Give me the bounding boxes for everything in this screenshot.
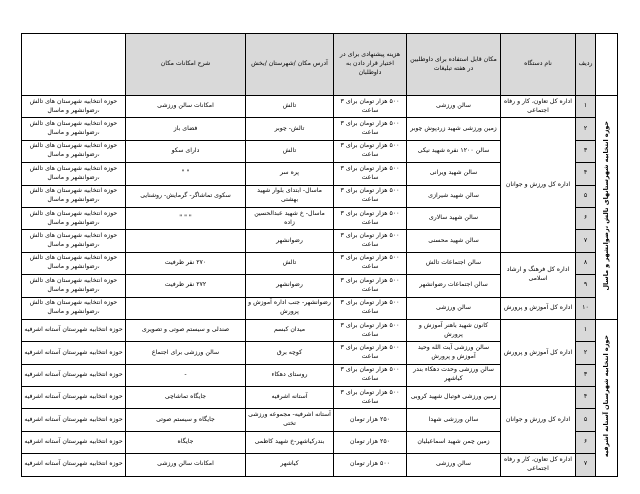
venue-address: کیاشهر — [246, 454, 334, 476]
venue-name: سالن شهید شیرازی — [407, 185, 501, 207]
header-place: مکان قابل استفاده برای داوطلبین در هفته تبلیغات — [407, 34, 501, 96]
constituency-region: حوزه انتخابیه شهرستان های تالش ،رضوانشهر و ماسال — [22, 252, 126, 274]
venue-address: روستای دهکاء — [246, 364, 334, 386]
organization-name: اداره کل ورزش و جوانان — [501, 387, 576, 454]
constituency-region: حوزه انتخابیه شهرستان آستانه اشرفیه — [22, 342, 126, 364]
proposed-cost: ۵۰۰ هزار تومان برای ۳ ساعت — [334, 96, 407, 118]
proposed-cost: ۵۰۰ هزار تومان برای ۳ ساعت — [334, 342, 407, 364]
row-index: ۷ — [576, 230, 596, 252]
venue-address: کوچه برق — [246, 342, 334, 364]
venue-name: سالن ورزشی وحدت دهکاء بندر کیاشهر — [407, 364, 501, 386]
row-index: ۹ — [576, 275, 596, 297]
table-row — [22, 454, 618, 476]
venue-name: سالن اجتماعات تالش — [407, 252, 501, 274]
proposed-cost: ۵۰۰ هزار تومان برای ۳ ساعت — [334, 275, 407, 297]
venue-name: زمین ورزشی فوتبال شهید کروبی — [407, 387, 501, 409]
venue-name: سالن ۱۲۰۰ نفره شهید نیکی — [407, 140, 501, 162]
row-index: ۷ — [576, 454, 596, 476]
organization-name: اداره کل آموزش و پرورش — [501, 319, 576, 386]
table-row — [22, 96, 618, 118]
row-index: ۱۰ — [576, 297, 596, 319]
venue-name: سالن شهید ویرانی — [407, 163, 501, 185]
venue-facilities: " " — [126, 163, 246, 185]
venue-name: سالن ورزشی — [407, 297, 501, 319]
table-row — [22, 252, 618, 274]
venue-address: تالش — [246, 252, 334, 274]
venue-name: سالن شهید سالاری — [407, 207, 501, 229]
proposed-cost: ۵۰۰ هزار تومان برای ۳ ساعت — [334, 319, 407, 341]
constituency-region: حوزه انتخابیه شهرستان آستانه اشرفیه — [22, 454, 126, 476]
venue-address: تالش — [246, 140, 334, 162]
constituency-region: حوزه انتخابیه شهرستان های تالش ،رضوانشهر و ماسال — [22, 96, 126, 118]
constituency-region: حوزه انتخابیه شهرستان های تالش ،رضوانشهر و ماسال — [22, 275, 126, 297]
venue-address: تالش — [246, 96, 334, 118]
constituency-region: حوزه انتخابیه شهرستان های تالش ،رضوانشهر و ماسال — [22, 118, 126, 140]
proposed-cost: ۵۰۰ هزار تومان برای ۳ ساعت — [334, 297, 407, 319]
venue-address: میدان کبسم — [246, 319, 334, 341]
venue-address: آستانه اشرفیه — [246, 387, 334, 409]
row-index: ۴ — [576, 163, 596, 185]
venue-address: آستانه اشرفیه- مجموعه ورزشی تختی — [246, 409, 334, 431]
proposed-cost: ۵۰۰ هزار تومان برای ۳ ساعت — [334, 163, 407, 185]
header-address: آدرس مکان /شهرستان /بخش — [246, 34, 334, 96]
constituency-region: حوزه انتخابیه شهرستان های تالش ،رضوانشهر و ماسال — [22, 163, 126, 185]
venue-name: سالن ورزشی شهدا — [407, 409, 501, 431]
header-index: ردیف — [576, 34, 596, 96]
header-region-spacer — [22, 34, 126, 96]
venue-facilities: جایگاه — [126, 431, 246, 453]
constituency-region: حوزه انتخابیه شهرستان آستانه اشرفیه — [22, 431, 126, 453]
row-index: ۵ — [576, 409, 596, 431]
row-index: ۱ — [576, 319, 596, 341]
constituency-region: حوزه انتخابیه شهرستان آستانه اشرفیه — [22, 364, 126, 386]
proposed-cost: ۵۰۰ هزار تومان برای ۳ ساعت — [334, 207, 407, 229]
proposed-cost: ۵۰۰ هزار تومان برای ۳ ساعت — [334, 140, 407, 162]
venue-facilities: ۲۷۲ نفر ظرفیت — [126, 275, 246, 297]
venue-address: رضوانشهر — [246, 230, 334, 252]
table-row — [22, 118, 618, 140]
row-index: ۱ — [576, 96, 596, 118]
venue-name: سالن ورزشی آیت الله وحید آموزش و پرورش — [407, 342, 501, 364]
header-description: شرح امکانات مکان — [126, 34, 246, 96]
row-index: ۵ — [576, 185, 596, 207]
constituency-region: حوزه انتخابیه شهرستان آستانه اشرفیه — [22, 319, 126, 341]
proposed-cost: ۵۰۰ هزار تومان برای ۳ ساعت — [334, 185, 407, 207]
organization-name: اداره کل تعاون، کار و رفاه اجتماعی — [501, 96, 576, 118]
table-row — [22, 319, 618, 341]
constituency-region: حوزه انتخابیه شهرستان های تالش ،رضوانشهر و ماسال — [22, 207, 126, 229]
table-body — [22, 96, 618, 477]
venue-facilities — [126, 297, 246, 319]
row-index: ۳ — [576, 364, 596, 386]
venue-name: سالن ورزشی — [407, 454, 501, 476]
constituency-region: حوزه انتخابیه شهرستان آستانه اشرفیه — [22, 409, 126, 431]
venue-facilities: جایگاه و سیستم صوتی — [126, 409, 246, 431]
proposed-cost: ۵۰۰ هزار تومان برای ۳ ساعت — [334, 118, 407, 140]
venue-address: تالش- چوبر — [246, 118, 334, 140]
row-index: ۶ — [576, 431, 596, 453]
venue-address: رضوانشهر- جنب اداره آموزش و پرورش — [246, 297, 334, 319]
proposed-cost: ۵۰۰ هزار تومان برای ۳ ساعت — [334, 252, 407, 274]
constituency-region: حوزه انتخابیه شهرستان آستانه اشرفیه — [22, 387, 126, 409]
row-index: ۶ — [576, 207, 596, 229]
constituency-region: حوزه انتخابیه شهرستان های تالش ،رضوانشهر و ماسال — [22, 297, 126, 319]
venue-facilities: امکانات سالن ورزشی — [126, 96, 246, 118]
venue-facilities: - — [126, 364, 246, 386]
venue-facilities: جایگاه تماشاچی — [126, 387, 246, 409]
row-index: ۴ — [576, 387, 596, 409]
venue-address: پره سر — [246, 163, 334, 185]
venue-address: ماسال- خ شهید عبدالحسین زاده — [246, 207, 334, 229]
row-index: ۲ — [576, 118, 596, 140]
proposed-cost: ۵۰۰ هزار تومان برای ۳ ساعت — [334, 387, 407, 409]
proposed-cost: ۵۰۰ هزار تومان — [334, 454, 407, 476]
header-organization: نام دستگاه — [501, 34, 576, 96]
row-index: ۳ — [576, 140, 596, 162]
constituency-group-label — [596, 96, 618, 320]
proposed-cost: ۲۵۰ هزار تومان — [334, 431, 407, 453]
table-row — [22, 297, 618, 319]
row-index: ۸ — [576, 252, 596, 274]
organization-name: اداره کل ورزش و جوانان — [501, 118, 576, 252]
organization-name: اداره کل آموزش و پرورش — [501, 297, 576, 319]
venue-address: رضوانشهر — [246, 275, 334, 297]
venue-name: سالن اجتماعات رضوانشهر — [407, 275, 501, 297]
venue-facilities: فضای باز — [126, 118, 246, 140]
header-group-spacer — [596, 34, 618, 96]
venue-facilities — [126, 230, 246, 252]
venue-facilities: ۲۷۰ نفر ظرفیت — [126, 252, 246, 274]
venues-table — [21, 33, 618, 477]
table-row — [22, 387, 618, 409]
constituency-group-text: حوزه انتخابیه شهرستان آستانه اشرفیه — [602, 334, 611, 457]
venue-name: زمین ورزشی شهید زردپوش چوبر — [407, 118, 501, 140]
venue-facilities: سکوی تماشاگر- گرمایش- روشنایی — [126, 185, 246, 207]
constituency-region: حوزه انتخابیه شهرستان های تالش ،رضوانشهر و ماسال — [22, 185, 126, 207]
proposed-cost: ۵۰۰ هزار تومان برای ۳ ساعت — [334, 364, 407, 386]
venue-name: کانون شهید باهنر آموزش و پرورش — [407, 319, 501, 341]
row-index: ۲ — [576, 342, 596, 364]
constituency-region: حوزه انتخابیه شهرستان های تالش ،رضوانشهر و ماسال — [22, 140, 126, 162]
proposed-cost: ۵۰۰ هزار تومان برای ۳ ساعت — [334, 230, 407, 252]
venue-facilities: صندلی و سیستم صوتی و تصویری — [126, 319, 246, 341]
constituency-group-text: حوزه انتخابیه شهرستانهای تالش ،رضوانشهر و ماسال — [602, 120, 611, 291]
venue-facilities: دارای سکو — [126, 140, 246, 162]
venue-facilities: " " " — [126, 207, 246, 229]
constituency-group-label — [596, 319, 618, 476]
constituency-region: حوزه انتخابیه شهرستان های تالش ،رضوانشهر و ماسال — [22, 230, 126, 252]
organization-name: اداره کل فرهنگ و ارشاد اسلامی — [501, 252, 576, 297]
venue-name: سالن ورزشی — [407, 96, 501, 118]
venue-name: زمین چمن شهید اسماعیلیان — [407, 431, 501, 453]
venue-facilities: امکانات سالن ورزشی — [126, 454, 246, 476]
venue-address: بندرکیاشهر-خ شهید کاظمی — [246, 431, 334, 453]
organization-name: اداره کل تعاون، کار و رفاه اجتماعی — [501, 454, 576, 476]
venue-address: ماسال- ابتدای بلوار شهید بهشتی — [246, 185, 334, 207]
header-cost: هزینه پیشنهادی برای در اختیار قرار دادن به داوطلبان — [334, 34, 407, 96]
venues-table-wrapper — [22, 33, 618, 477]
proposed-cost: ۲۵۰ هزار تومان — [334, 409, 407, 431]
venue-name: سالن شهید محسنی — [407, 230, 501, 252]
venue-facilities: سالن ورزشی برای اجتماع — [126, 342, 246, 364]
table-header — [22, 34, 618, 96]
table-header-row — [22, 34, 618, 96]
